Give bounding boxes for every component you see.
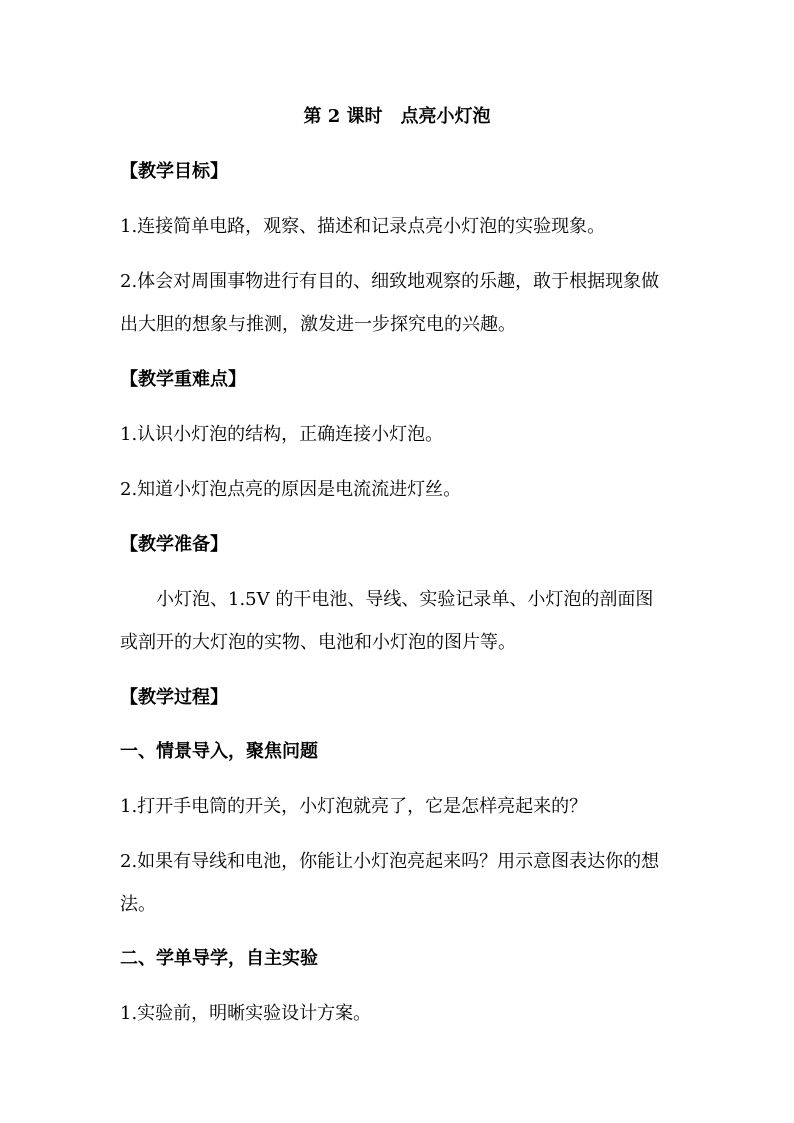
preparation-heading: 【教学准备】 bbox=[120, 534, 228, 555]
lesson-title: 第 2 课时 点亮小灯泡 bbox=[303, 106, 491, 127]
key-points-heading: 【教学重难点】 bbox=[120, 369, 246, 390]
part-1-item-1: 1.打开手电筒的开关，小灯泡就亮了，它是怎样亮起来的？ bbox=[120, 796, 588, 817]
key-point-item-1: 1.认识小灯泡的结构，正确连接小灯泡。 bbox=[120, 424, 444, 445]
part-1-heading: 一、情景导入，聚焦问题 bbox=[120, 741, 318, 762]
part-2-item-1: 1.实验前，明晰实验设计方案。 bbox=[120, 1003, 372, 1024]
objective-item-2-line-1: 2.体会对周围事物进行有目的、细致地观察的乐趣，敢于根据现象做 bbox=[120, 271, 660, 292]
preparation-line-1: 小灯泡、1.5V 的干电池、导线、实验记录单、小灯泡的剖面图 bbox=[156, 589, 654, 610]
key-point-item-2: 2.知道小灯泡点亮的原因是电流流进灯丝。 bbox=[120, 479, 462, 500]
preparation-line-2: 或剖开的大灯泡的实物、电池和小灯泡的图片等。 bbox=[120, 632, 516, 653]
part-1-item-2-line-2: 法。 bbox=[120, 894, 156, 915]
objectives-heading: 【教学目标】 bbox=[120, 161, 228, 182]
process-heading: 【教学过程】 bbox=[120, 687, 228, 708]
objective-item-2-line-2: 出大胆的想象与推测，激发进一步探究电的兴趣。 bbox=[120, 314, 516, 335]
part-2-heading: 二、学单导学，自主实验 bbox=[120, 948, 318, 969]
objective-item-1: 1.连接简单电路，观察、描述和记录点亮小灯泡的实验现象。 bbox=[120, 216, 606, 237]
part-1-item-2-line-1: 2.如果有导线和电池，你能让小灯泡亮起来吗？用示意图表达你的想 bbox=[120, 851, 660, 872]
